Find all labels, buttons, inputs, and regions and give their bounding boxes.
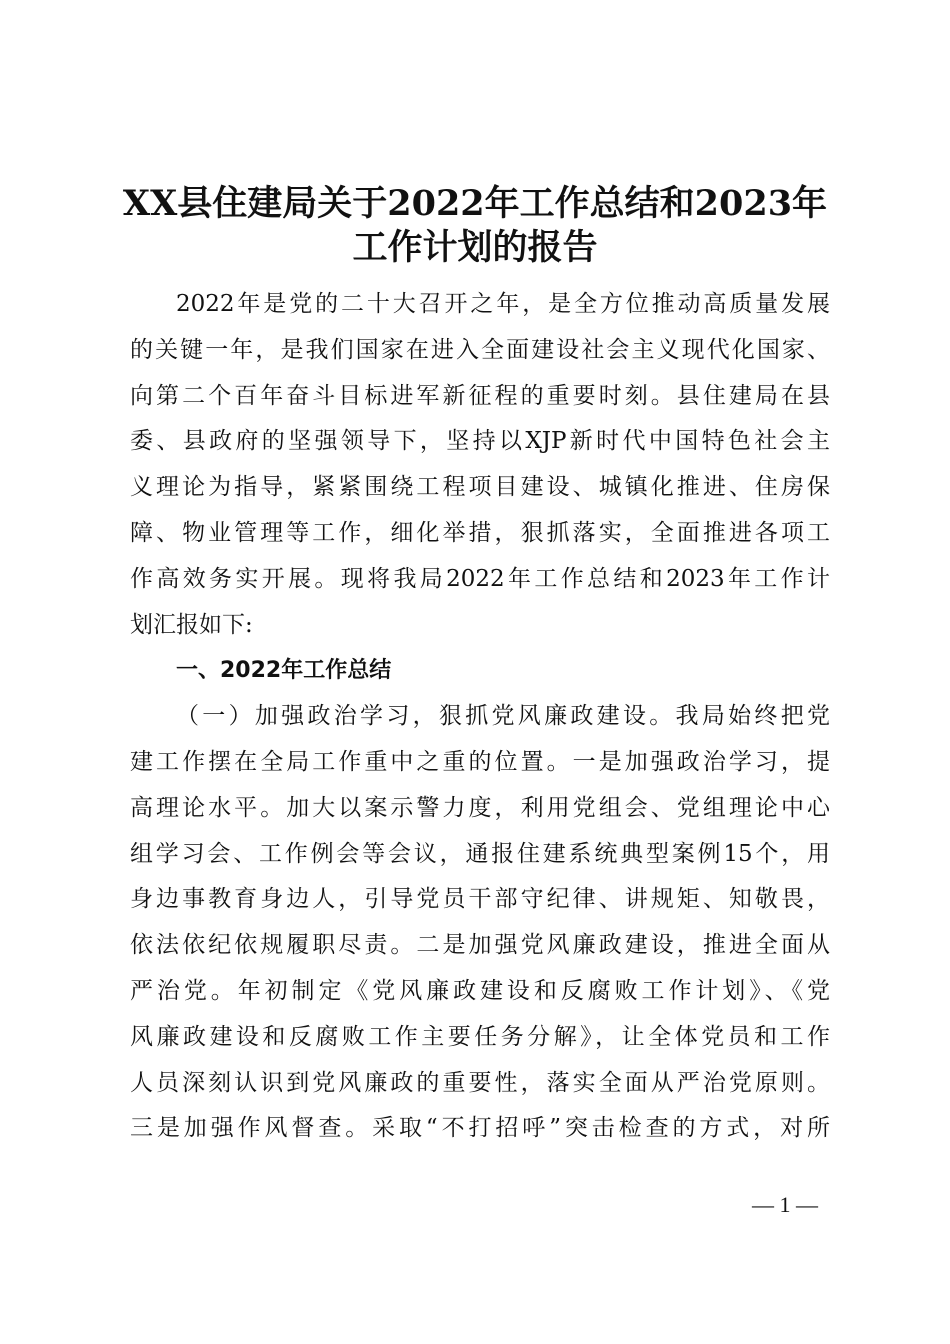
intro-line: 向第二个百年奋斗目标进军新征程的重要时刻。县住建局在县 [130,382,830,409]
intro-line: 2022年是党的二十大召开之年，是全方位推动高质量发展 [176,291,830,317]
section-line: 风廉政建设和反腐败工作主要任务分解》，让全体党员和工作 [130,1023,830,1050]
intro-line: 障、物业管理等工作，细化举措，狠抓落实，全面推进各项工 [130,519,830,546]
section-line: 高理论水平。加大以案示警力度，利用党组会、党组理论中心 [130,794,830,821]
intro-line: 的关键一年，是我们国家在进入全面建设社会主义现代化国家、 [130,336,830,363]
section-line: 三是加强作风督查。采取“不打招呼”突击检查的方式，对所 [130,1115,830,1142]
intro-line: 作高效务实开展。现将我局2022年工作总结和2023年工作计 [130,565,830,592]
section-line: 依法依纪依规履职尽责。二是加强党风廉政建设，推进全面从 [130,932,830,959]
intro-line: 义理论为指导，紧紧围绕工程项目建设、城镇化推进、住房保 [130,474,830,501]
section-line: 严治党。年初制定《党风廉政建设和反腐败工作计划》、《党 [130,977,830,1004]
section-line: （一）加强政治学习，狠抓党风廉政建设。我局始终把党 [176,703,830,730]
page-number: — 1 — [752,1192,818,1217]
document-title-line-1: XX县住建局关于2022年工作总结和2023年 [122,183,828,224]
section-heading: 一、2022年工作总结 [176,658,392,684]
section-line: 身边事教育身边人，引导党员干部守纪律、讲规矩、知敬畏， [130,886,830,913]
intro-line: 委、县政府的坚强领导下，坚持以XJP新时代中国特色社会主 [130,428,830,455]
section-line: 人员深刻认识到党风廉政的重要性，落实全面从严治党原则。 [130,1069,830,1096]
section-line: 组学习会、工作例会等会议，通报住建系统典型案例15个，用 [130,840,830,867]
intro-line: 划汇报如下: [130,611,253,638]
document-title-line-2: 工作计划的报告 [352,227,598,268]
section-line: 建工作摆在全局工作重中之重的位置。一是加强政治学习，提 [130,748,830,775]
document-body [130,282,830,1152]
